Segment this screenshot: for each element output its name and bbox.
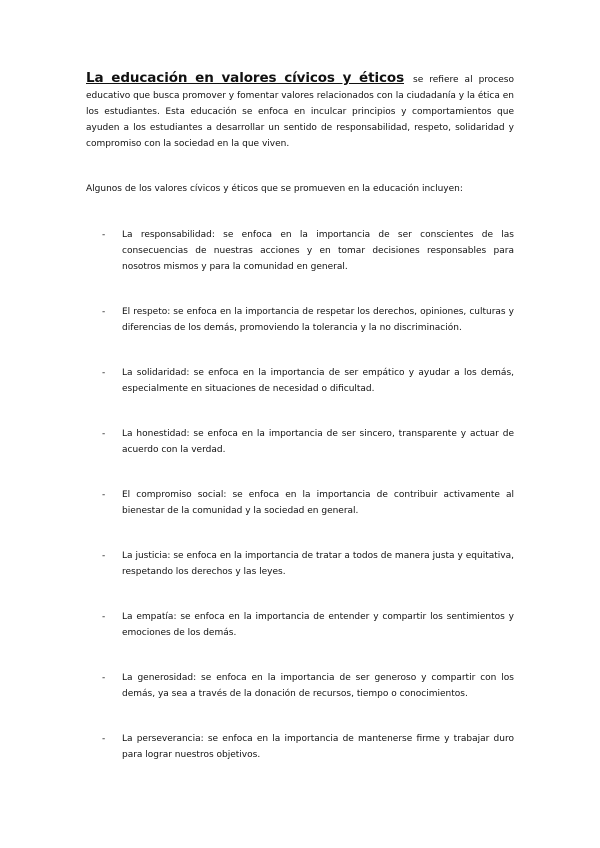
- document-body: [86, 70, 514, 792]
- list-item: [86, 365, 514, 397]
- list-item-text: La responsabilidad: se enfoca en la importancia de ser conscientes de las consecuencias de nuestras acciones y en tomar decisiones responsables para nosotros mismos y para la comunidad en general.: [122, 230, 514, 272]
- list-item: [86, 670, 514, 702]
- dash-bullet: -: [102, 734, 106, 744]
- list-lead-text: Algunos de los valores cívicos y éticos que se promueven en la educación incluyen:: [86, 184, 463, 194]
- list-item-text: La justicia: se enfoca en la importancia de tratar a todos de manera justa y equitativa, respetando los derechos y las leyes.: [122, 551, 514, 577]
- list-item-text: La empatía: se enfoca en la importancia de entender y compartir los sentimientos y emociones de los demás.: [122, 612, 514, 638]
- dash-bullet: -: [102, 230, 106, 240]
- list-item: [86, 548, 514, 580]
- dash-bullet: -: [102, 307, 106, 317]
- dash-bullet: -: [102, 673, 106, 683]
- list-item-text: La solidaridad: se enfoca en la importancia de ser empático y ayudar a los demás, especialmente en situaciones de necesidad o dificultad.: [122, 368, 514, 394]
- document-title: La educación en valores cívicos y éticos: [86, 70, 405, 86]
- list-item-text: La honestidad: se enfoca en la importancia de ser sincero, transparente y actuar de acuerdo con la verdad.: [122, 429, 514, 455]
- dash-bullet: -: [102, 429, 106, 439]
- intro-text: se refiere al proceso educativo que busca promover y fomentar valores relacionados con la ciudadanía y la ética en los estudiantes. Esta educación se enfoca en inculcar principios y comportamientos que ayuden a los estudiantes a desarrollar un sentido de responsabilidad, respeto, solidaridad y compromiso con la sociedad en la que viven.: [86, 75, 514, 149]
- intro-paragraph: [86, 70, 514, 152]
- list-item: [86, 426, 514, 458]
- list-item: [86, 731, 514, 763]
- list-item: [86, 609, 514, 641]
- list-item-text: La perseverancia: se enfoca en la importancia de mantenerse firme y trabajar duro para lograr nuestros objetivos.: [122, 734, 514, 760]
- list-item: [86, 304, 514, 336]
- list-item: [86, 487, 514, 519]
- dash-bullet: -: [102, 490, 106, 500]
- list-item-text: La generosidad: se enfoca en la importancia de ser generoso y compartir con los demás, ya sea a través de la donación de recursos, tiempo o conocimientos.: [122, 673, 514, 699]
- list-item-text: El respeto: se enfoca en la importancia de respetar los derechos, opiniones, culturas y diferencias de los demás, promoviendo la tolerancia y la no discriminación.: [122, 307, 514, 333]
- dash-bullet: -: [102, 368, 106, 378]
- values-list: [86, 227, 514, 763]
- dash-bullet: -: [102, 612, 106, 622]
- dash-bullet: -: [102, 551, 106, 561]
- list-item: [86, 227, 514, 275]
- list-item-text: El compromiso social: se enfoca en la importancia de contribuir activamente al bienestar de la comunidad y la sociedad en general.: [122, 490, 514, 516]
